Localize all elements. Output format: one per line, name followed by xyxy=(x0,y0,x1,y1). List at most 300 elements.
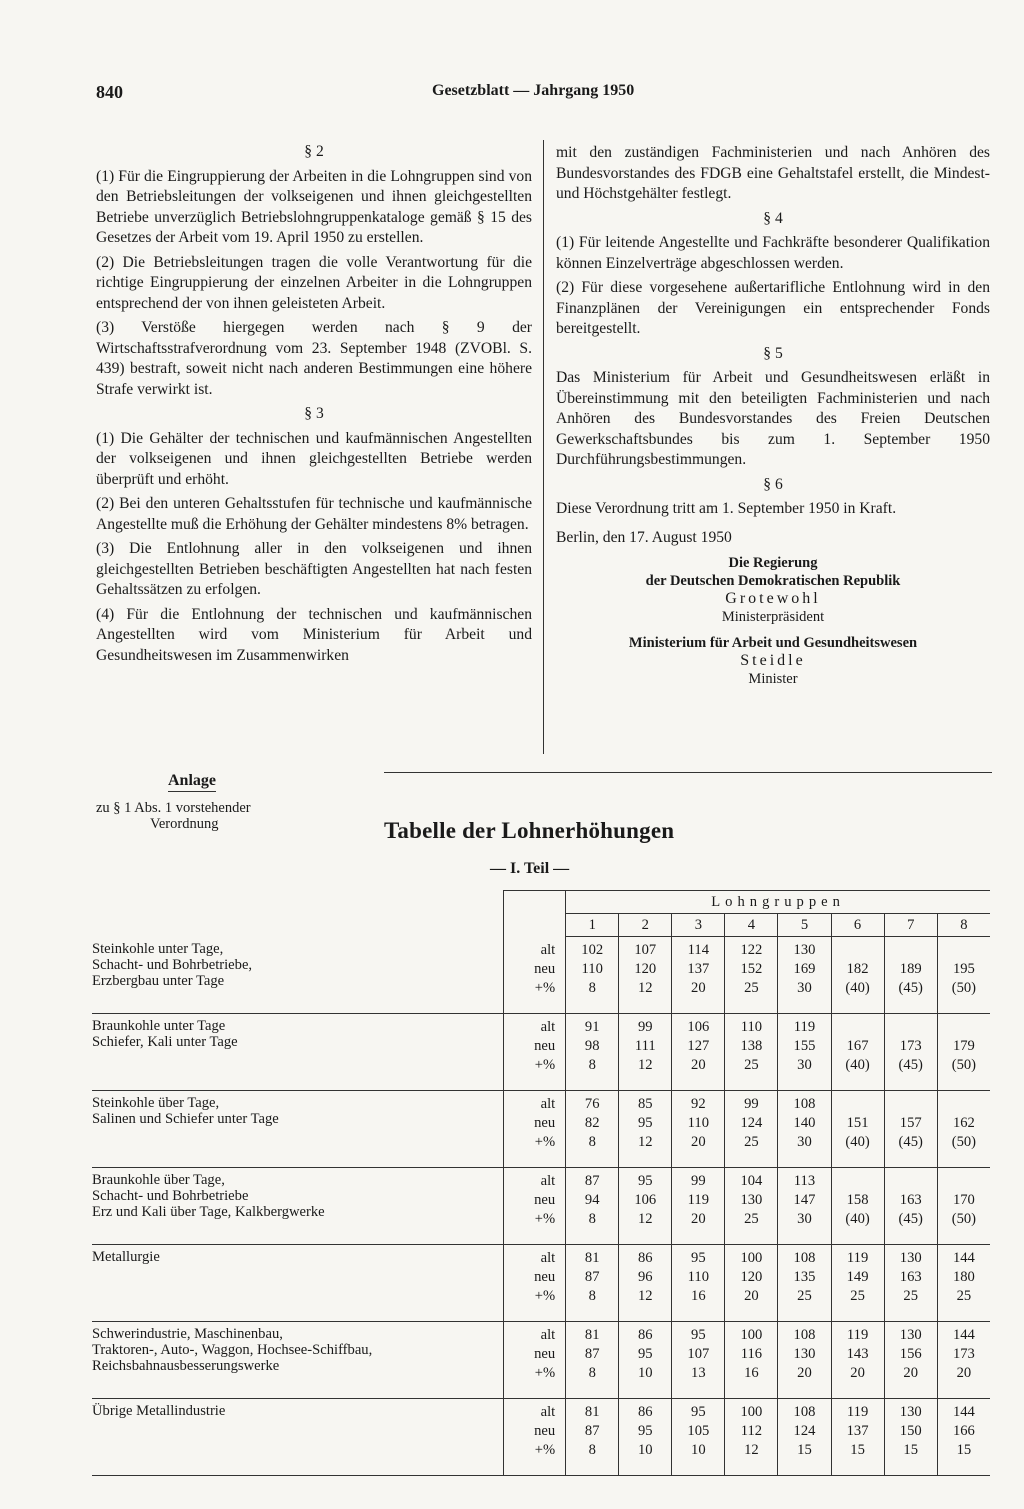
section-5-paragraph-1: Das Ministerium für Arbeit und Gesundheitswesen erläßt in Übereinstimmung mit den beteiligten Fachministerien und nach Anhören des Bundesvorstandes des Freien Deutschen Gewerkschaftsbundes bis zum 1. September 1950 Durchführungsbestimmungen. xyxy=(556,369,990,468)
value-neu: 110 xyxy=(581,961,603,977)
value-pct: 25 xyxy=(903,1287,918,1304)
value-alt: 81 xyxy=(584,1326,600,1343)
value-pct: 20 xyxy=(691,1133,706,1150)
value-cell-group-7 xyxy=(884,1244,937,1321)
value-neu: 112 xyxy=(740,1422,763,1439)
value-pct: (50) xyxy=(951,1210,977,1227)
value-cell-group-3 xyxy=(672,1244,725,1321)
lohngruppen-header: Lohngruppen xyxy=(566,891,990,914)
value-neu: 163 xyxy=(899,1191,922,1208)
section-2-heading: § 2 xyxy=(304,143,324,160)
value-alt xyxy=(938,941,990,960)
value-alt: 95 xyxy=(637,1172,653,1189)
value-alt: 107 xyxy=(634,942,657,958)
value-alt: 86 xyxy=(637,1249,653,1266)
lohngruppe-header-1: 1 xyxy=(566,914,619,937)
value-pct: (40) xyxy=(845,1133,870,1150)
value-cell-group-4 xyxy=(725,1167,778,1244)
value-cell-group-7 xyxy=(884,937,937,1014)
value-cell-group-8 xyxy=(937,937,990,1014)
row-kind-label: neu xyxy=(534,1268,556,1285)
value-alt xyxy=(832,1095,884,1114)
row-kind-label: alt xyxy=(540,941,556,958)
industry-category xyxy=(92,1167,504,1244)
value-pct: (40) xyxy=(845,980,870,996)
value-cell-group-5 xyxy=(778,937,831,1014)
category-line: Schacht- und Bohrbetriebe xyxy=(92,1187,249,1204)
value-neu: 87 xyxy=(584,1422,600,1439)
value-cell-group-6 xyxy=(831,1167,884,1244)
value-cell-group-5 xyxy=(778,1321,831,1398)
table-part: — I. Teil — xyxy=(490,860,570,877)
value-alt xyxy=(938,1172,990,1191)
value-neu: 95 xyxy=(637,1114,653,1131)
value-cell-group-6 xyxy=(831,937,884,1014)
value-pct: 25 xyxy=(956,1287,972,1304)
row-kind-label: alt xyxy=(540,1018,556,1035)
value-alt: 108 xyxy=(793,1095,816,1112)
value-neu: 151 xyxy=(846,1114,869,1131)
value-cell-group-8 xyxy=(937,1167,990,1244)
row-kind-labels xyxy=(504,937,566,1014)
category-line: Erzbergbau unter Tage xyxy=(92,972,225,989)
value-cell-group-1 xyxy=(566,1090,619,1167)
value-pct: 10 xyxy=(637,1441,653,1458)
value-pct: (50) xyxy=(951,980,977,996)
value-cell-group-1 xyxy=(566,937,619,1014)
value-cell-group-2 xyxy=(619,937,672,1014)
value-neu: 124 xyxy=(740,1114,763,1131)
value-cell-group-5 xyxy=(778,1398,831,1475)
value-neu: 120 xyxy=(740,1268,763,1285)
value-cell-group-7 xyxy=(884,1090,937,1167)
value-pct: 30 xyxy=(797,980,812,996)
value-neu: 87 xyxy=(584,1268,600,1285)
value-alt: 100 xyxy=(740,1326,763,1343)
value-neu: 173 xyxy=(952,1345,975,1362)
value-alt: 130 xyxy=(899,1326,922,1343)
value-pct: 20 xyxy=(691,1056,706,1073)
row-kind-label: alt xyxy=(540,1326,556,1343)
value-cell-group-1 xyxy=(566,1321,619,1398)
value-alt xyxy=(885,941,937,960)
left-column xyxy=(96,140,532,670)
section-4-paragraph-1: (1) Für leitende Angestellte und Fachkräfte besonderer Qualifikation können Einzelverträge abgeschlossen werden. xyxy=(556,234,990,272)
value-neu: 162 xyxy=(952,1114,975,1131)
value-neu: 130 xyxy=(793,1345,816,1362)
value-alt: 92 xyxy=(691,1095,706,1112)
value-neu: 156 xyxy=(899,1345,922,1362)
value-alt: 95 xyxy=(691,1326,706,1343)
table-row xyxy=(92,1167,990,1244)
row-kind-label: alt xyxy=(540,1172,556,1189)
lohngruppe-header-2: 2 xyxy=(619,914,672,937)
value-cell-group-5 xyxy=(778,1244,831,1321)
value-pct: 25 xyxy=(744,1056,759,1073)
signature-government-title: Ministerpräsident xyxy=(721,609,825,625)
value-pct: (45) xyxy=(898,1056,923,1073)
row-kind-label: neu xyxy=(534,1114,556,1131)
value-alt: 95 xyxy=(691,1249,706,1266)
row-kind-label: neu xyxy=(534,1037,556,1054)
value-pct: 12 xyxy=(637,1056,653,1073)
value-pct: 15 xyxy=(956,1441,972,1458)
industry-category xyxy=(92,937,504,1014)
category-line: Steinkohle über Tage, xyxy=(92,1094,220,1111)
value-neu: 157 xyxy=(899,1114,922,1131)
value-cell-group-4 xyxy=(725,1321,778,1398)
anlage-heading: Anlage xyxy=(168,772,216,792)
value-alt: 87 xyxy=(584,1172,600,1189)
right-column xyxy=(556,143,990,688)
value-pct: 20 xyxy=(691,980,706,996)
lohngruppe-header-5: 5 xyxy=(778,914,831,937)
value-alt: 95 xyxy=(691,1403,706,1420)
value-neu: 143 xyxy=(846,1345,869,1362)
value-pct: 25 xyxy=(850,1287,865,1304)
value-cell-group-2 xyxy=(619,1090,672,1167)
row-kind-label: alt xyxy=(540,1095,556,1112)
value-cell-group-4 xyxy=(725,1398,778,1475)
value-alt: 102 xyxy=(581,942,604,958)
value-alt: 144 xyxy=(952,1326,975,1343)
value-cell-group-2 xyxy=(619,1013,672,1090)
row-kind-labels xyxy=(504,1090,566,1167)
value-neu: 138 xyxy=(740,1037,763,1054)
value-alt: 144 xyxy=(952,1249,975,1266)
value-neu: 147 xyxy=(793,1191,816,1208)
section-6-paragraph-1: Diese Verordnung tritt am 1. September 1950 in Kraft. xyxy=(556,500,897,517)
value-cell-group-1 xyxy=(566,1167,619,1244)
category-line: Braunkohle unter Tage xyxy=(92,1017,226,1034)
lohngruppe-header-7: 7 xyxy=(884,914,937,937)
category-line: Reichsbahnausbesserungswerke xyxy=(92,1357,280,1374)
value-cell-group-4 xyxy=(725,937,778,1014)
value-pct: 10 xyxy=(691,1441,706,1458)
value-alt: 85 xyxy=(637,1095,653,1112)
row-kind-label: neu xyxy=(534,1191,556,1208)
value-alt: 99 xyxy=(744,1095,759,1112)
ministry-signature xyxy=(556,634,990,688)
row-kind-labels xyxy=(504,1321,566,1398)
value-alt: 100 xyxy=(740,1249,763,1266)
value-alt: 122 xyxy=(740,942,763,958)
header-empty-cell-2 xyxy=(92,914,504,937)
value-cell-group-3 xyxy=(672,937,725,1014)
column-divider xyxy=(543,140,544,754)
table-row xyxy=(92,937,990,1014)
value-neu: 137 xyxy=(687,961,710,977)
value-neu: 137 xyxy=(846,1422,869,1439)
section-4-paragraph-2: (2) Für diese vorgesehene außertarifliche Entlohnung wird in den Finanzplänen der Vereinigungen ein entsprechender Fonds bereitgestellt. xyxy=(556,279,990,337)
value-pct: 30 xyxy=(797,1056,812,1073)
value-neu: 173 xyxy=(899,1037,922,1054)
value-alt: 104 xyxy=(740,1172,763,1189)
section-4-heading: § 4 xyxy=(763,209,783,227)
value-pct: 20 xyxy=(850,1364,865,1381)
row-kind-label: +% xyxy=(534,979,556,996)
value-neu: 158 xyxy=(846,1191,869,1208)
value-pct: 13 xyxy=(691,1364,706,1381)
header-empty-cell xyxy=(92,891,504,914)
value-pct: 12 xyxy=(744,1441,759,1458)
value-pct: 12 xyxy=(637,980,653,996)
row-kind-label: alt xyxy=(540,1249,556,1266)
value-alt: 113 xyxy=(793,1172,816,1189)
value-pct: 8 xyxy=(588,1133,596,1150)
industry-category xyxy=(92,1244,504,1321)
row-kind-label: neu xyxy=(534,1345,556,1362)
header-kind-cell xyxy=(504,891,566,937)
value-cell-group-4 xyxy=(725,1244,778,1321)
value-neu: 119 xyxy=(687,1191,710,1208)
value-pct: (50) xyxy=(951,1133,977,1150)
value-pct: 12 xyxy=(637,1210,653,1227)
value-pct: 12 xyxy=(637,1133,653,1150)
value-cell-group-6 xyxy=(831,1244,884,1321)
value-pct: (45) xyxy=(898,980,923,996)
category-line: Übrige Metallindustrie xyxy=(92,1402,226,1419)
value-neu: 195 xyxy=(952,961,975,977)
category-line: Metallurgie xyxy=(92,1248,160,1265)
value-neu: 107 xyxy=(687,1345,710,1362)
section-3-paragraph-2: (2) Bei den unteren Gehaltsstufen für technische und kaufmännische Angestellte muß die Erhöhung der Gehälter mindestens 8% betragen. xyxy=(96,495,532,533)
category-line: Schacht- und Bohrbetriebe, xyxy=(92,956,253,973)
page-number: 840 xyxy=(96,82,123,102)
category-line: Erz und Kali über Tage, Kalkbergwerke xyxy=(92,1203,325,1220)
value-neu: 98 xyxy=(584,1037,600,1054)
value-alt: 119 xyxy=(793,1018,816,1035)
value-cell-group-2 xyxy=(619,1321,672,1398)
value-neu: 155 xyxy=(793,1037,816,1054)
value-cell-group-6 xyxy=(831,1013,884,1090)
value-pct: 20 xyxy=(903,1364,918,1381)
value-neu: 149 xyxy=(846,1268,869,1285)
value-pct: (40) xyxy=(845,1056,870,1073)
section-3-heading: § 3 xyxy=(304,405,324,422)
value-pct: 8 xyxy=(588,1056,596,1073)
value-cell-group-7 xyxy=(884,1321,937,1398)
section-5-heading: § 5 xyxy=(763,344,783,362)
wage-increase-table xyxy=(92,890,990,1476)
value-cell-group-8 xyxy=(937,1090,990,1167)
value-cell-group-1 xyxy=(566,1013,619,1090)
value-cell-group-3 xyxy=(672,1013,725,1090)
section-2-paragraph-1: (1) Für die Eingruppierung der Arbeiten in die Lohngruppen sind von den Betriebsleitungen der volkseigenen und ihnen gleichgestellten Betriebe unverzüglich Betriebslohngruppenkataloge gemäß § 15 des Gesetzes der Arbeit vom 19. April 1950 zu erstellen. xyxy=(96,167,532,246)
value-alt: 86 xyxy=(637,1326,653,1343)
value-neu: 116 xyxy=(740,1345,763,1362)
row-kind-labels xyxy=(504,1167,566,1244)
value-neu: 120 xyxy=(634,961,657,977)
value-neu: 163 xyxy=(899,1268,922,1285)
section-6-heading: § 6 xyxy=(763,475,783,493)
value-neu: 106 xyxy=(634,1191,657,1208)
value-neu: 82 xyxy=(584,1114,600,1131)
value-pct: 20 xyxy=(797,1364,812,1381)
category-line: Braunkohle über Tage, xyxy=(92,1171,225,1188)
value-cell-group-8 xyxy=(937,1013,990,1090)
value-alt: 108 xyxy=(793,1249,816,1266)
value-alt: 119 xyxy=(846,1403,869,1420)
value-cell-group-8 xyxy=(937,1398,990,1475)
category-line: Schiefer, Kali unter Tage xyxy=(92,1033,238,1050)
lohngruppe-header-6: 6 xyxy=(831,914,884,937)
table-row xyxy=(92,1013,990,1090)
value-neu: 96 xyxy=(637,1268,653,1285)
value-alt: 130 xyxy=(899,1403,922,1420)
value-pct: (50) xyxy=(951,1056,977,1073)
value-alt: 81 xyxy=(584,1249,600,1266)
value-alt: 76 xyxy=(584,1095,600,1112)
value-alt: 100 xyxy=(740,1403,763,1420)
value-neu: 179 xyxy=(952,1037,975,1054)
government-signature xyxy=(556,554,990,626)
industry-category xyxy=(92,1398,504,1475)
horizontal-rule xyxy=(384,772,992,773)
value-cell-group-1 xyxy=(566,1244,619,1321)
value-pct: 25 xyxy=(744,1210,759,1227)
value-neu: 170 xyxy=(952,1191,975,1208)
table-row xyxy=(92,1398,990,1475)
running-title: Gesetzblatt — Jahrgang 1950 xyxy=(432,82,635,99)
value-cell-group-3 xyxy=(672,1321,725,1398)
table-row xyxy=(92,1321,990,1398)
value-alt: 144 xyxy=(952,1403,975,1420)
value-cell-group-8 xyxy=(937,1244,990,1321)
value-pct: 20 xyxy=(956,1364,972,1381)
value-cell-group-6 xyxy=(831,1398,884,1475)
value-alt: 130 xyxy=(793,942,816,958)
row-kind-labels xyxy=(504,1013,566,1090)
value-cell-group-7 xyxy=(884,1013,937,1090)
table-row xyxy=(92,1244,990,1321)
value-alt xyxy=(885,1095,937,1114)
value-alt xyxy=(832,1172,884,1191)
industry-category xyxy=(92,1090,504,1167)
row-kind-label: alt xyxy=(540,1403,556,1420)
value-pct: 15 xyxy=(850,1441,865,1458)
value-alt xyxy=(885,1018,937,1037)
value-neu: 130 xyxy=(740,1191,763,1208)
lohngruppe-header-8: 8 xyxy=(937,914,990,937)
section-3-paragraph-1: (1) Die Gehälter der technischen und kaufmännischen Angestellten der volkseigenen und ihnen gleichgestellten Betriebe werden überprüft und erhöht. xyxy=(96,429,532,488)
value-neu: 127 xyxy=(687,1037,710,1054)
value-alt: 106 xyxy=(687,1018,710,1035)
value-neu: 124 xyxy=(793,1422,816,1439)
value-cell-group-7 xyxy=(884,1167,937,1244)
value-cell-group-5 xyxy=(778,1090,831,1167)
value-neu: 105 xyxy=(687,1422,710,1439)
signature-government-name: Grotewohl xyxy=(725,590,821,607)
row-kind-labels xyxy=(504,1244,566,1321)
value-alt: 91 xyxy=(584,1018,600,1035)
value-alt: 114 xyxy=(687,942,710,958)
value-pct: 10 xyxy=(637,1364,653,1381)
value-pct: 25 xyxy=(797,1287,812,1304)
value-neu: 95 xyxy=(637,1422,653,1439)
lohngruppe-header-3: 3 xyxy=(672,914,725,937)
value-pct: (40) xyxy=(845,1210,870,1227)
value-cell-group-2 xyxy=(619,1244,672,1321)
value-alt: 110 xyxy=(740,1018,763,1035)
row-kind-label: +% xyxy=(534,1133,556,1150)
value-pct: 30 xyxy=(797,1210,812,1227)
value-alt: 99 xyxy=(691,1172,706,1189)
signature-government-line-1: Die Regierung xyxy=(728,555,818,571)
value-pct: (45) xyxy=(898,1210,923,1227)
value-alt: 86 xyxy=(637,1403,653,1420)
value-neu: 135 xyxy=(793,1268,816,1285)
section-3-paragraph-3: (3) Die Entlohnung aller in den volkseigenen und ihnen gleichgestellten Betrieben beschäftigten Angestellten hat nach festen Gehaltssätzen zu erfolgen. xyxy=(96,540,532,598)
table-title: Tabelle der Lohnerhöhungen xyxy=(384,818,675,843)
value-pct: 15 xyxy=(797,1441,812,1458)
anlage-reference-line-1: zu § 1 Abs. 1 vorstehender xyxy=(96,800,251,816)
value-cell-group-3 xyxy=(672,1167,725,1244)
section-2-paragraph-3: (3) Verstöße hiergegen werden nach § 9 der Wirtschaftsstrafverordnung vom 23. September 1948 (ZVOBl. S. 439) bestraft, soweit nicht nach anderen Bestimmungen eine höhere Strafe verwirkt ist. xyxy=(96,319,532,398)
lohngruppe-header-4: 4 xyxy=(725,914,778,937)
value-pct: 12 xyxy=(637,1287,653,1304)
value-pct: 8 xyxy=(588,980,596,996)
value-neu: 180 xyxy=(952,1268,975,1285)
value-pct: 8 xyxy=(588,1364,596,1381)
value-alt xyxy=(832,941,884,960)
value-pct: 8 xyxy=(588,1441,596,1458)
row-kind-label: neu xyxy=(534,960,556,977)
value-neu: 169 xyxy=(793,961,816,977)
table-row xyxy=(92,1090,990,1167)
anlage-reference-line-2: Verordnung xyxy=(150,816,219,832)
value-neu: 140 xyxy=(793,1114,816,1131)
value-alt: 130 xyxy=(899,1249,922,1266)
signature-ministry-line: Ministerium für Arbeit und Gesundheitswesen xyxy=(628,635,918,651)
value-cell-group-5 xyxy=(778,1013,831,1090)
value-alt xyxy=(885,1172,937,1191)
value-neu: 150 xyxy=(899,1422,922,1439)
value-neu: 110 xyxy=(687,1268,710,1285)
value-neu: 182 xyxy=(846,961,869,977)
value-cell-group-8 xyxy=(937,1321,990,1398)
value-alt: 108 xyxy=(793,1403,816,1420)
category-line: Salinen und Schiefer unter Tage xyxy=(92,1110,279,1127)
row-kind-label: +% xyxy=(534,1056,556,1073)
anlage-reference xyxy=(96,800,326,832)
value-alt: 108 xyxy=(793,1326,816,1343)
section-3-paragraph-4: (4) Für die Entlohnung der technischen und kaufmännischen Angestellten wird vom Ministerium für Arbeit und Gesundheitswesen im Zusammenwirken xyxy=(96,605,532,664)
value-pct: (45) xyxy=(898,1133,923,1150)
signature-government-line-2: der Deutschen Demokratischen Republik xyxy=(645,573,901,589)
category-line: Steinkohle unter Tage, xyxy=(92,940,224,957)
category-line: Schwerindustrie, Maschinenbau, xyxy=(92,1325,283,1342)
value-neu: 95 xyxy=(637,1345,653,1362)
value-pct: 16 xyxy=(691,1287,706,1304)
value-alt: 81 xyxy=(584,1403,600,1420)
value-neu: 189 xyxy=(899,961,922,977)
row-kind-labels xyxy=(504,1398,566,1475)
row-kind-label: +% xyxy=(534,1287,556,1304)
value-pct: 15 xyxy=(903,1441,918,1458)
value-cell-group-3 xyxy=(672,1090,725,1167)
value-pct: 16 xyxy=(744,1364,759,1381)
value-alt: 99 xyxy=(637,1018,653,1035)
continued-paragraph: mit den zuständigen Fachministerien und nach Anhören des Bundesvorstandes des FDGB eine Gehaltstafel erstellt, die Mindest- und Höchstgehälter festlegt. xyxy=(556,144,990,202)
value-neu: 94 xyxy=(584,1191,600,1208)
value-cell-group-4 xyxy=(725,1013,778,1090)
value-alt xyxy=(938,1018,990,1037)
value-alt: 119 xyxy=(846,1249,869,1266)
value-cell-group-7 xyxy=(884,1398,937,1475)
category-line: Traktoren-, Auto-, Waggon, Hochsee-Schiffbau, xyxy=(92,1341,373,1358)
value-pct: 30 xyxy=(797,1133,812,1150)
